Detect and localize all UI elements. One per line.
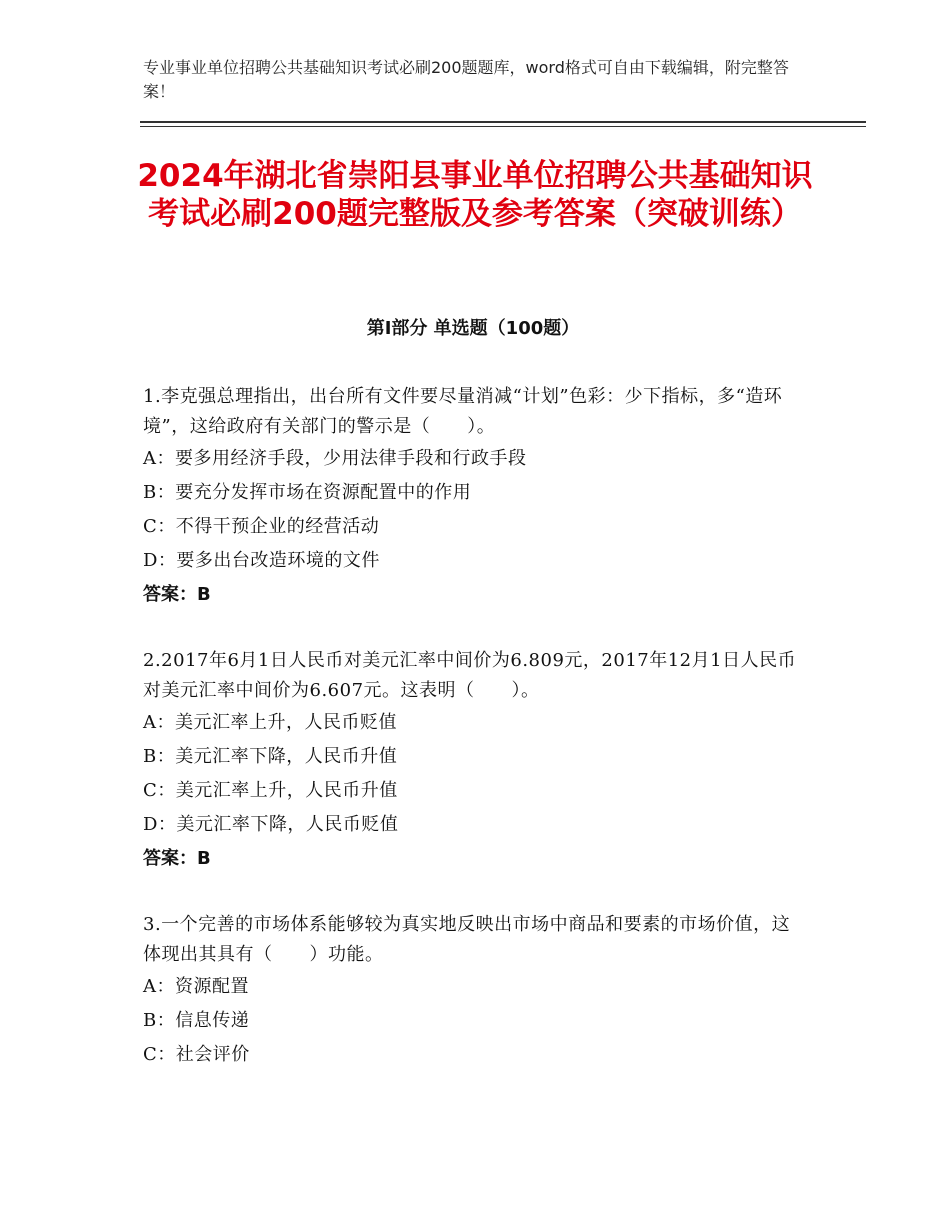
option-b: B：信息传递: [143, 1010, 250, 1031]
option-a: A：资源配置: [143, 976, 249, 997]
option-b: B：美元汇率下降，人民币升值: [143, 746, 398, 767]
question-stem: 3.一个完善的市场体系能够较为真实地反映出市场中商品和要素的市场价值，这体现出其具有（ ）功能。: [143, 914, 791, 965]
question-stem: 2.2017年6月1日人民币对美元汇率中间价为6.809元，2017年12月1日人民币对美元汇率中间价为6.607元。这表明（ ）。: [143, 650, 797, 701]
option-c: C：不得干预企业的经营活动: [143, 516, 380, 537]
option-d: D：要多出台改造环境的文件: [143, 550, 380, 571]
option-b: B：要充分发挥市场在资源配置中的作用: [143, 482, 472, 503]
option-a: A：美元汇率上升，人民币贬值: [143, 712, 397, 733]
option-c: C：美元汇率上升，人民币升值: [143, 780, 398, 801]
question-1: [143, 382, 808, 612]
header-divider-thin: [140, 126, 866, 127]
question-stem: 1.李克强总理指出，出台所有文件要尽量消减“计划”色彩：少下指标，多“造环境”，这给政府有关部门的警示是（ ）。: [143, 386, 783, 437]
option-a: A：要多用经济手段，少用法律手段和行政手段: [143, 448, 527, 469]
header-divider-thick: [140, 121, 866, 123]
document-title: 2024年湖北省崇阳县事业单位招聘公共基础知识考试必刷200题完整版及参考答案（突破训练）: [137, 158, 813, 232]
option-d: D：美元汇率下降，人民币贬值: [143, 814, 399, 835]
section-heading: 第I部分 单选题（100题）: [366, 318, 580, 339]
option-c: C：社会评价: [143, 1044, 250, 1065]
answer-line: 答案：B: [143, 584, 211, 605]
question-3: [143, 910, 808, 1072]
question-list: [143, 382, 808, 1106]
question-2: [143, 646, 808, 876]
answer-line: 答案：B: [143, 848, 211, 869]
header-note: 专业事业单位招聘公共基础知识考试必刷200题题库，word格式可自由下载编辑，附完整答案！: [143, 58, 789, 101]
